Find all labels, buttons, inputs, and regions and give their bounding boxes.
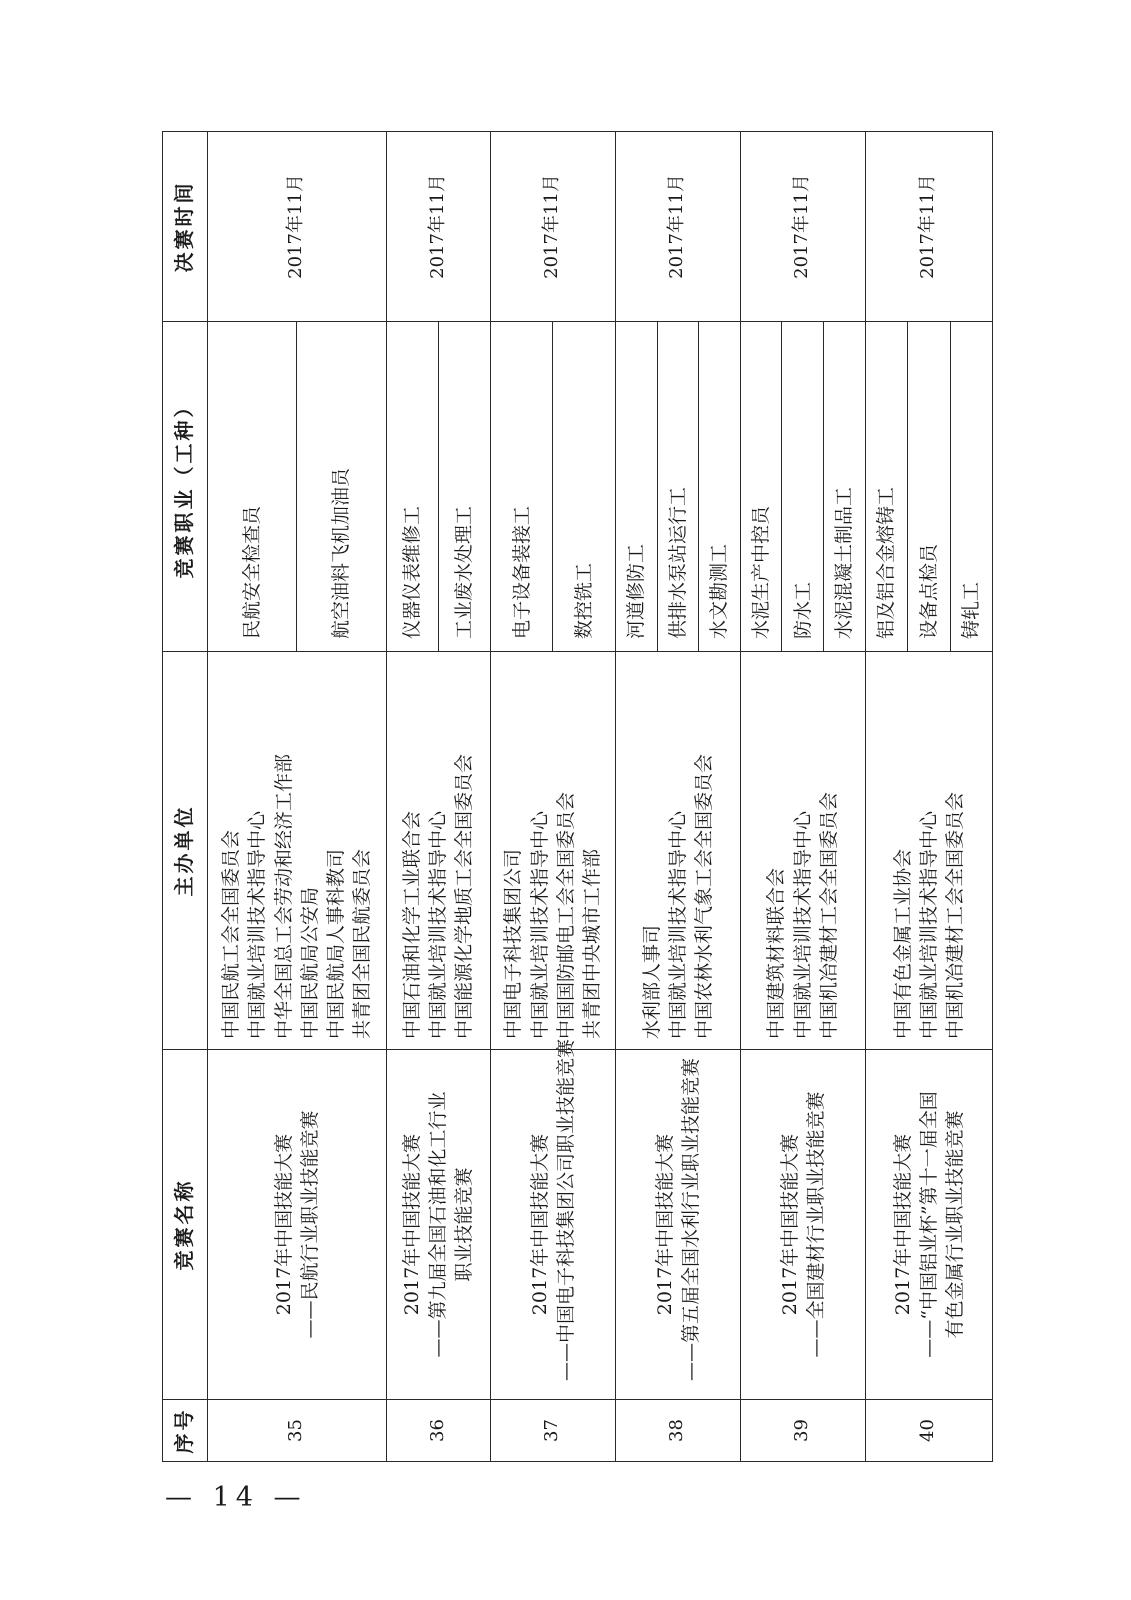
page-number: — 14 —	[165, 1482, 307, 1513]
competition-name-line: 2017年中国技能大赛	[528, 1133, 551, 1316]
table-row	[208, 132, 297, 1462]
final-time: 2017年11月	[490, 132, 615, 322]
competition-name	[208, 1050, 387, 1400]
organizer-item: 中国机冶建材工会全国委员会	[944, 791, 966, 1039]
organizer-list	[865, 652, 992, 1050]
occupation-cell: 水泥生产中控员	[740, 322, 782, 652]
table-row	[386, 132, 438, 1462]
row-number: 38	[615, 1400, 740, 1462]
competition-name-line: 职业技能竞赛	[453, 1167, 476, 1282]
occupation-cell: 航空油料飞机加油员	[297, 322, 386, 652]
row-number: 36	[386, 1400, 490, 1462]
organizer-item: 中国民航局人事科教司	[325, 848, 347, 1039]
organizer-item: 中国就业培训技术指导中心	[427, 810, 450, 1039]
final-time: 2017年11月	[740, 132, 865, 322]
occupation-cell: 仪器仪表维修工	[386, 322, 438, 652]
organizer-item: 中国就业培训技术指导中心	[791, 810, 814, 1039]
organizer-item: 中国石油和化学工业联合会	[400, 810, 423, 1039]
organizer-item: 中国就业培训技术指导中心	[917, 810, 940, 1039]
organizer-item: 中国机冶建材工会全国委员会	[817, 791, 840, 1039]
final-time: 2017年11月	[865, 132, 992, 322]
organizer-item: 中国建筑材料联合会	[765, 867, 788, 1039]
occupation-cell: 工业废水处理工	[438, 322, 490, 652]
competition-name-line: 有色金属行业职业技能竞赛	[944, 1110, 966, 1339]
competition-name-line: 2017年中国技能大赛	[400, 1133, 423, 1316]
organizer-list	[386, 652, 490, 1050]
competition-name-line: 2017年中国技能大赛	[891, 1133, 914, 1316]
occupation-cell: 水文勘测工	[699, 322, 741, 652]
final-time: 2017年11月	[615, 132, 740, 322]
competition-name-line: ——“中国铝业杯”第十一届全国	[917, 1091, 940, 1358]
organizer-item: 中国电子科技集团公司	[502, 848, 525, 1039]
table-body	[208, 132, 993, 1462]
occupation-cell: 数控铣工	[553, 322, 615, 652]
competition-name	[386, 1050, 490, 1400]
table-header-row	[163, 132, 208, 1462]
organizer-list	[208, 652, 387, 1050]
competition-name-line: 2017年中国技能大赛	[272, 1133, 295, 1316]
organizer-item: 中国就业培训技术指导中心	[528, 810, 551, 1039]
table-row	[865, 132, 907, 1462]
organizer-item: 中国民航局公安局	[298, 886, 321, 1039]
organizer-item: 水利部人事司	[640, 924, 663, 1039]
row-number: 37	[490, 1400, 615, 1462]
table-row	[740, 132, 782, 1462]
row-number: 35	[208, 1400, 387, 1462]
occupation-cell: 铝及铝合金熔铸工	[865, 322, 907, 652]
header-num: 序号	[163, 1400, 208, 1462]
organizer-item: 中国有色金属工业协会	[891, 848, 914, 1039]
competition-name-line: ——第九届全国石油和化工行业	[427, 1091, 450, 1358]
organizer-item: 共青团全国民航委员会	[351, 848, 374, 1039]
organizer-item: 中国就业培训技术指导中心	[246, 810, 269, 1039]
competition-name-line: ——全国建材行业职业技能竞赛	[804, 1091, 827, 1358]
final-time: 2017年11月	[208, 132, 387, 322]
competition-name-line: ——中国电子科技集团公司职业技能竞赛	[554, 1038, 577, 1381]
organizer-list	[615, 652, 740, 1050]
header-final-time: 决赛时间	[163, 132, 208, 322]
occupation-cell: 防水工	[782, 322, 824, 652]
competition-name	[490, 1038, 615, 1400]
competition-name-line: ——民航行业职业技能竞赛	[298, 1110, 321, 1339]
header-organizer: 主办单位	[163, 652, 208, 1050]
final-time: 2017年11月	[386, 132, 490, 322]
competition-name	[740, 1050, 865, 1400]
table-row	[490, 132, 552, 1462]
row-number: 39	[740, 1400, 865, 1462]
competition-name-line: ——第五届全国水利行业职业技能竞赛	[679, 1057, 702, 1381]
organizer-item: 中国能源化学地质工会全国委员会	[453, 753, 476, 1039]
competition-name-line: 2017年中国技能大赛	[653, 1133, 676, 1316]
row-number: 40	[865, 1400, 992, 1462]
organizer-item: 中国就业培训技术指导中心	[666, 810, 689, 1039]
organizer-item: 中国国防邮电工会全国委员会	[554, 791, 577, 1039]
occupation-cell: 供排水泵站运行工	[657, 322, 699, 652]
rotated-table-container	[162, 132, 993, 1462]
occupation-cell: 河道修防工	[615, 322, 657, 652]
competition-table	[162, 131, 993, 1462]
occupation-cell: 水泥混凝土制品工	[824, 322, 866, 652]
organizer-item: 中华全国总工会劳动和经济工作部	[272, 753, 295, 1039]
occupation-cell: 设备点检员	[908, 322, 950, 652]
header-name: 竞赛名称	[163, 1050, 208, 1400]
header-occupation: 竞赛职业（工种）	[163, 322, 208, 652]
occupation-cell: 铸轧工	[950, 322, 992, 652]
competition-table-frame	[162, 132, 993, 1462]
table-row	[615, 132, 657, 1462]
occupation-cell: 电子设备装接工	[490, 322, 552, 652]
organizer-list	[490, 652, 615, 1050]
occupation-cell: 民航安全检查员	[208, 322, 297, 652]
competition-name-line: 2017年中国技能大赛	[778, 1133, 801, 1316]
competition-name	[865, 1050, 992, 1400]
organizer-item: 中国民航工会全国委员会	[220, 829, 243, 1039]
competition-name	[615, 1050, 740, 1400]
organizer-list	[740, 652, 865, 1050]
organizer-item: 共青团中央城市工作部	[581, 848, 604, 1039]
organizer-item: 中国农林水利气象工会全国委员会	[692, 753, 715, 1039]
